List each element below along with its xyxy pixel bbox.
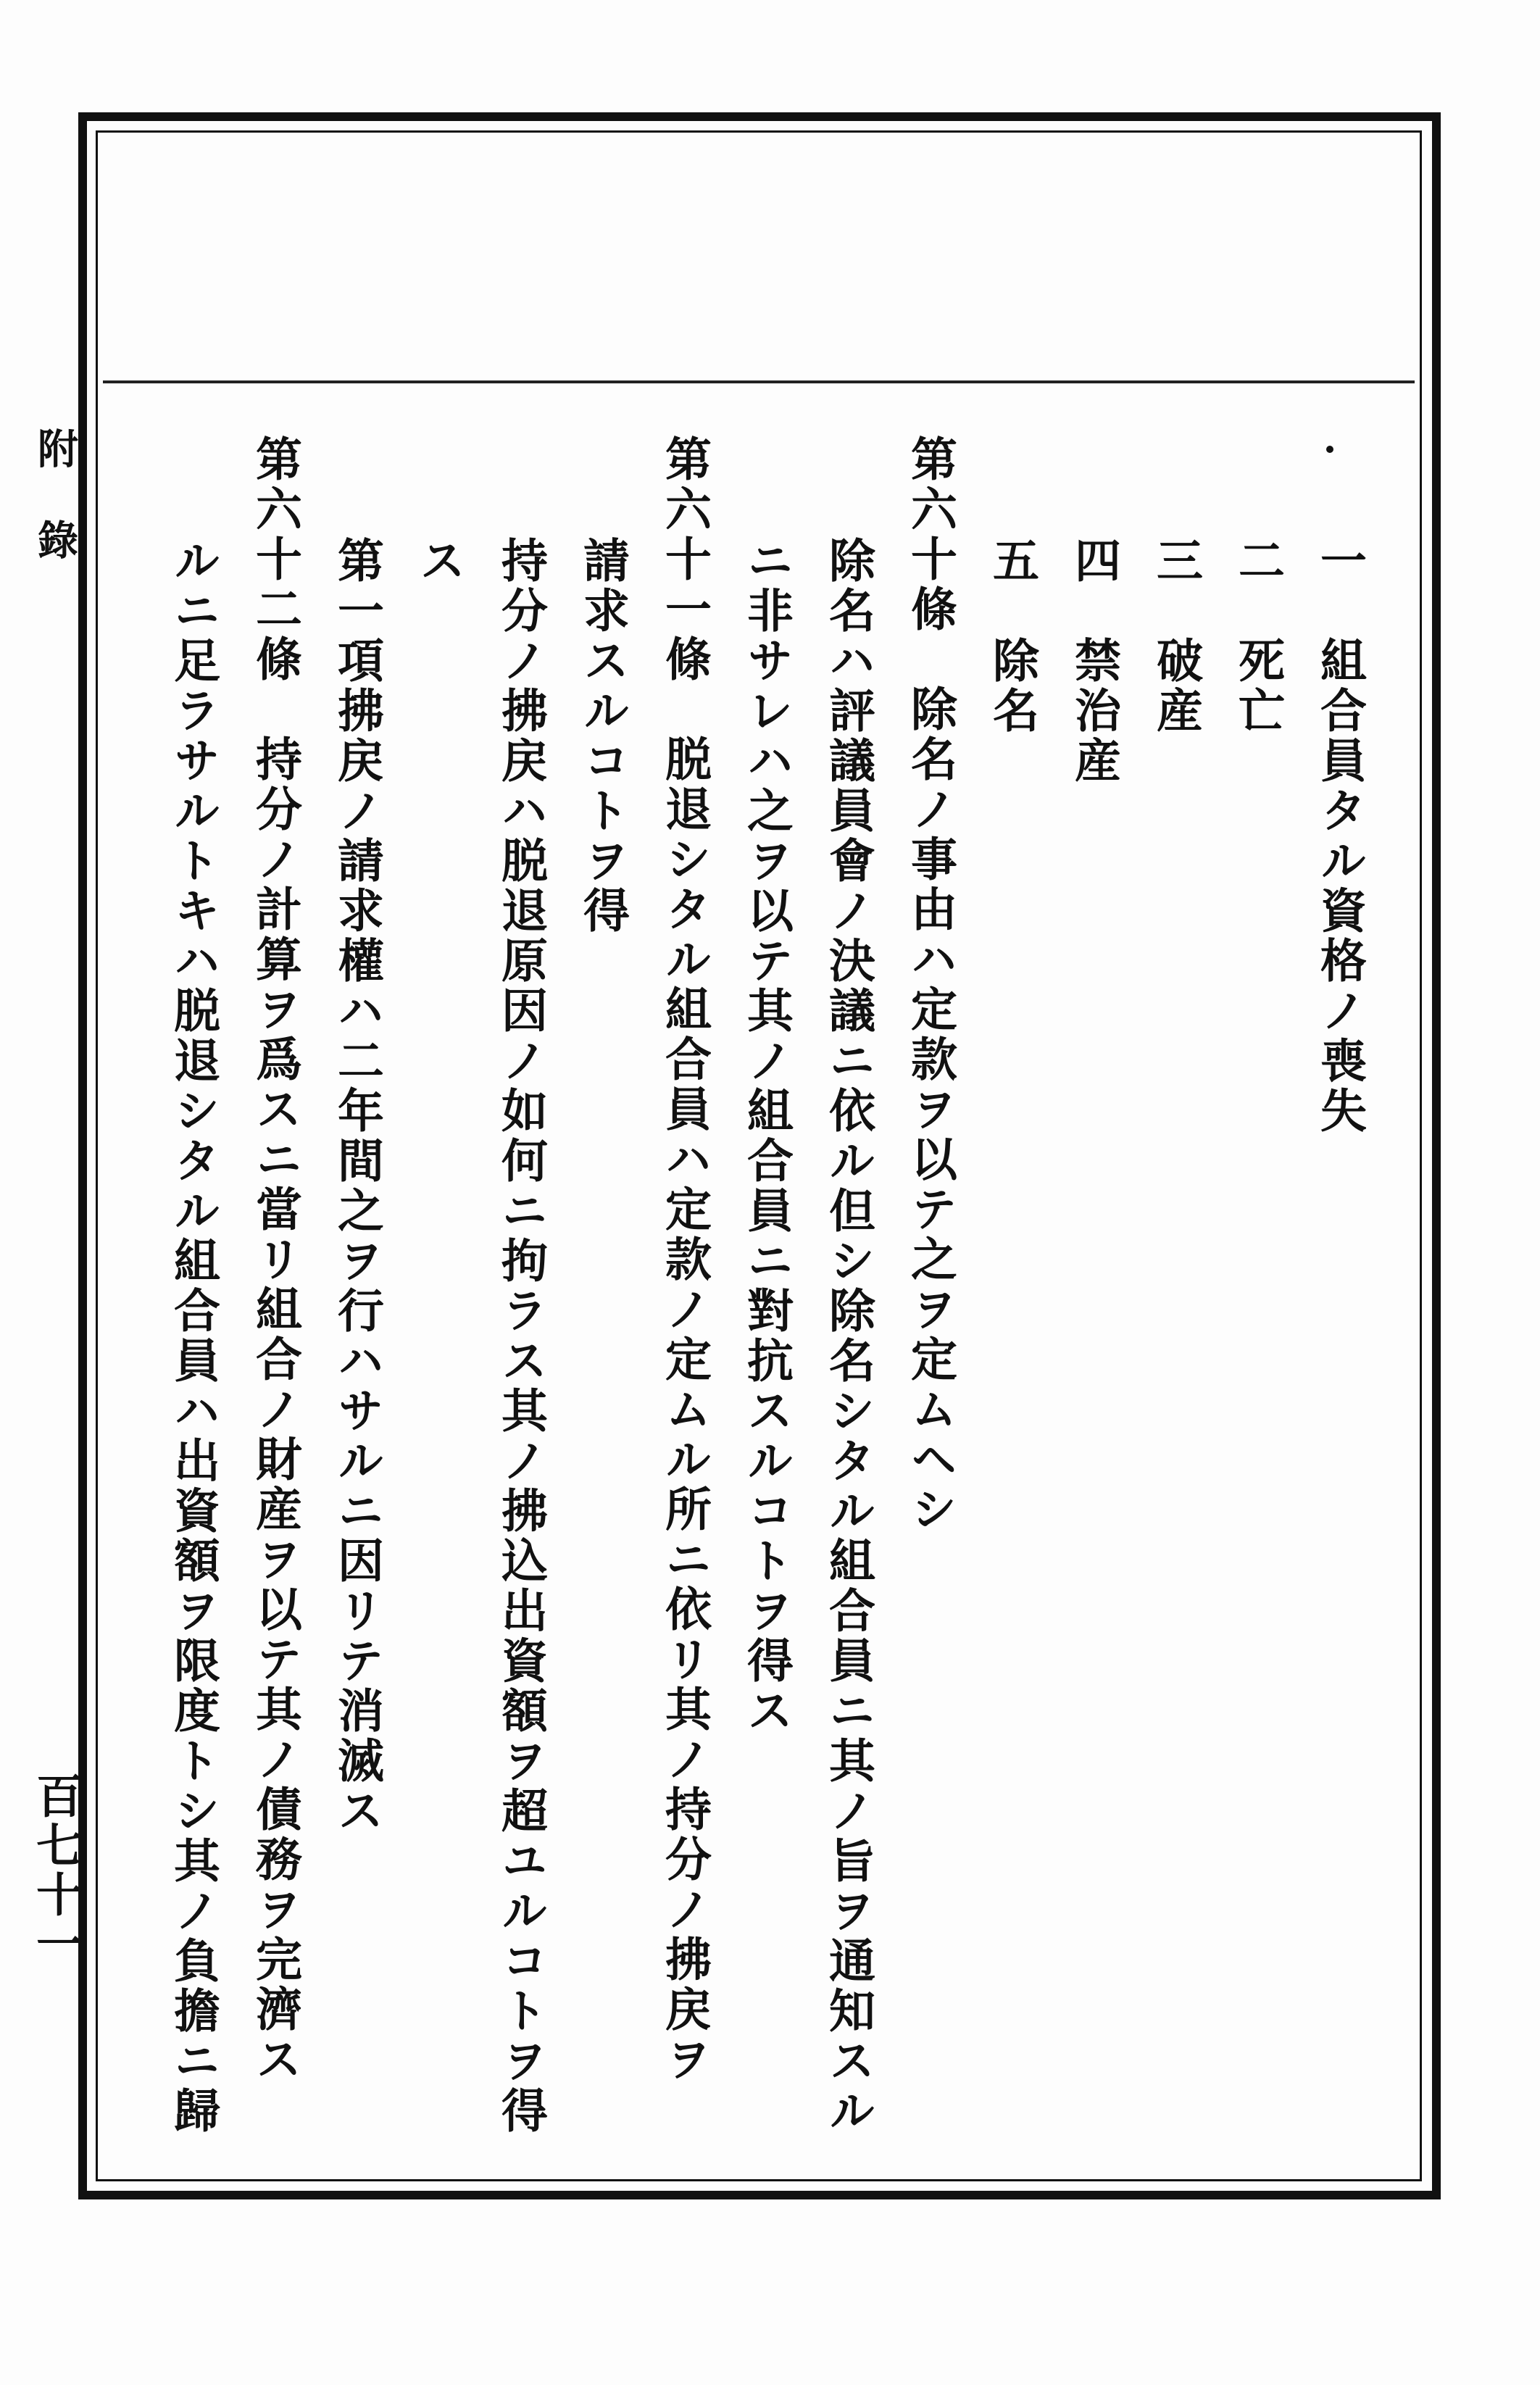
text-column: 第六十二條 持分ノ計算ヲ爲スニ當リ組合ノ財産ヲ以テ其ノ債務ヲ完濟ス	[248, 435, 302, 2085]
text-column: 持分ノ拂戻ハ脱退原因ノ如何ニ拘ラス其ノ拂込出資額ヲ超ユルコトヲ得	[494, 536, 548, 2136]
header-rule	[103, 380, 1415, 383]
text-column: 第一項拂戻ノ請求權ハ二年間之ヲ行ハサルニ因リテ消滅ス	[330, 536, 384, 1836]
vertical-text-body	[152, 435, 1381, 2160]
text-column: ス	[412, 536, 466, 586]
text-column: 二 死亡	[1231, 536, 1285, 736]
section-title: 附錄	[31, 428, 79, 610]
text-column: 四 禁治産	[1067, 536, 1121, 786]
text-column: 除名ハ評議員會ノ決議ニ依ル但シ除名シタル組合員ニ其ノ旨ヲ通知スル	[821, 536, 875, 2136]
page-number: 百七十一	[28, 1772, 83, 1969]
text-column: 第六十一條 脱退シタル組合員ハ定款ノ定ムル所ニ依リ其ノ持分ノ拂戻ヲ	[657, 435, 712, 2085]
text-column: ニ非サレハ之ヲ以テ其ノ組合員ニ對抗スルコトヲ得ス	[739, 536, 794, 1736]
text-column: ルニ足ラサルトキハ脱退シタル組合員ハ出資額ヲ限度トシ其ノ負擔ニ歸	[166, 536, 220, 2136]
text-column: 一 組合員タル資格ノ喪失	[1312, 536, 1367, 1136]
text-column: 五 除名	[985, 536, 1039, 736]
text-column: 請求スルコトヲ得	[575, 536, 630, 936]
text-column: 三 破産	[1149, 536, 1203, 736]
text-column: 第六十條 除名ノ事由ハ定款ヲ以テ之ヲ定ムヘシ	[903, 435, 957, 1535]
